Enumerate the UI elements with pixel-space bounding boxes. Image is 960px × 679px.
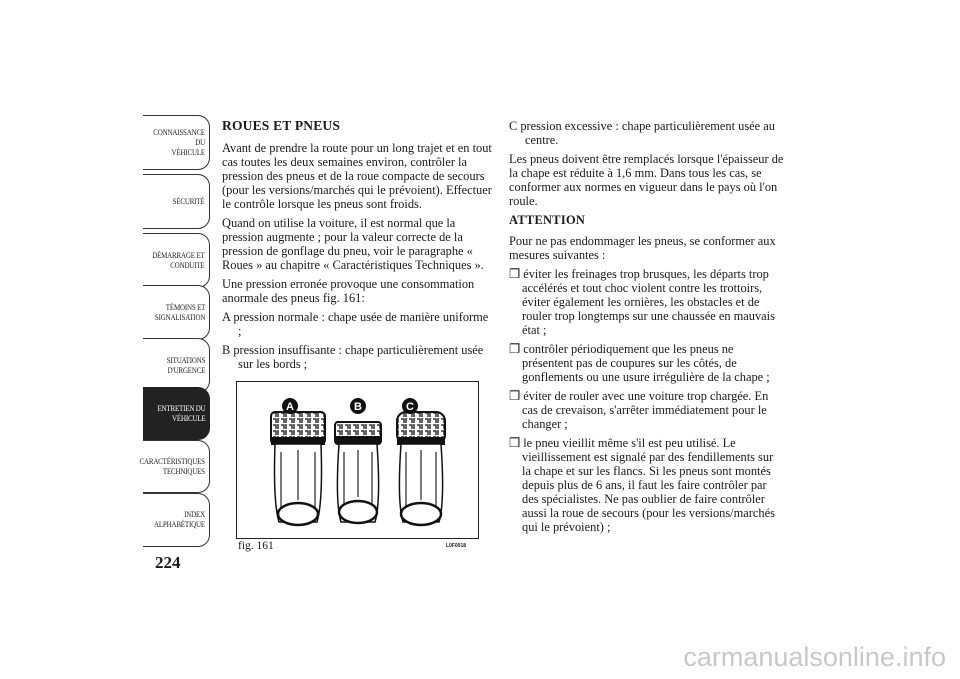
list-item-b: B pression insuffisante : chape particulièrement usée sur les bords ; [222, 343, 484, 371]
list-item-c: C pression excessive : chape particulièrement usée au centre. [509, 119, 775, 147]
section-title: ROUES ET PNEUS [222, 118, 341, 133]
tyre-a [271, 398, 325, 525]
tyre-wear-illustration [236, 381, 479, 539]
list-item-a: A pression normale : chape usée de manière uniforme ; [222, 310, 489, 338]
paragraph: Une pression erronée provoque une consommation anormale des pneus fig. 161: [222, 277, 475, 305]
tab-entretien-du-vehicule[interactable]: ENTRETIEN DU VÉHICULE [143, 387, 210, 440]
watermark: carmanualsonline.info [683, 642, 946, 672]
figure-code: L0F0018 [446, 543, 467, 549]
paragraph: Quand on utilise la voiture, il est normal que la pression augmente ; pour la valeur correcte de la pression de gonflage du pneu, voir le paragraphe « Roues » au chapitre « Caractéristiques Techniques ». [222, 216, 484, 272]
paragraph: Les pneus doivent être remplacés lorsque l'épaisseur de la chape est réduite à 1,6 mm. Dans tous les cas, se conformer aux normes en vigueur dans le pays où l'on roule. [509, 152, 784, 208]
figure-label-c: C [406, 401, 414, 413]
page-number: 224 [155, 553, 181, 572]
right-column [509, 119, 785, 539]
figure-label-b: B [354, 401, 362, 413]
tab-situations-d-urgence[interactable]: SITUATIONS D'URGENCE [143, 338, 210, 393]
attention-heading: ATTENTION [509, 213, 586, 227]
paragraph: Pour ne pas endommager les pneus, se conformer aux mesures suivantes : [509, 234, 776, 262]
tab-temoins-et-signalisation[interactable]: TÉMOINS ET SIGNALISATION [143, 285, 210, 340]
paragraph: Avant de prendre la route pour un long trajet et en tout cas toutes les deux semaines environ, contrôler la pression des pneus et de la roue compacte de secours (pour les versions/marchés qui le prévoient). Effectuer le contrôle lorsque les pneus sont froids. [222, 141, 492, 211]
list-item: ❒ contrôler périodiquement que les pneus ne présentent pas de coupures sur les côtés, de gonflements ou une usure irrégulière de la chape ; [509, 342, 770, 384]
tyre-b [335, 398, 381, 523]
tab-demarrage-et-conduite[interactable]: DÉMARRAGE ET CONDUITE [143, 233, 210, 288]
list-item: ❒ éviter de rouler avec une voiture trop chargée. En cas de crevaison, s'arrêter immédiatement pour le changer ; [509, 389, 769, 431]
tab-connaissance-du-vehicule[interactable]: CONNAISSANCE DU VÉHICULE [143, 115, 210, 170]
tab-securite[interactable]: SÉCURITÉ [143, 174, 210, 229]
list-item: ❒ éviter les freinages trop brusques, les départs trop accélérés et tout choc violent contre les trottoirs, éviter également les ornières, les obstacles et de rouler trop longtemps sur une chaussée en mauvais état ; [509, 267, 775, 337]
list-item: ❒ le pneu vieillit même s'il est peu utilisé. Le vieillissement est signalé par des fendillements sur la chape et sur les flancs. Si les pneus sont montés depuis plus de 6 ans, il faut les faire contrôler par des spécialistes. Ne pas oublier de faire contrôler aussi la roue de secours (pour les versions/marchés qui le prévoient) ; [509, 436, 775, 534]
tyre-wear-drawing [237, 382, 478, 538]
tyre-c [397, 398, 445, 525]
tab-caracteristiques-techniques[interactable]: CARACTÉRISTIQUES TECHNIQUES [143, 440, 210, 493]
left-column [222, 119, 492, 376]
figure-caption: fig. 161 [238, 540, 274, 552]
figure-label-a: A [286, 401, 294, 413]
tab-index-alphabetique[interactable]: INDEX ALPHABÉTIQUE [143, 493, 210, 547]
